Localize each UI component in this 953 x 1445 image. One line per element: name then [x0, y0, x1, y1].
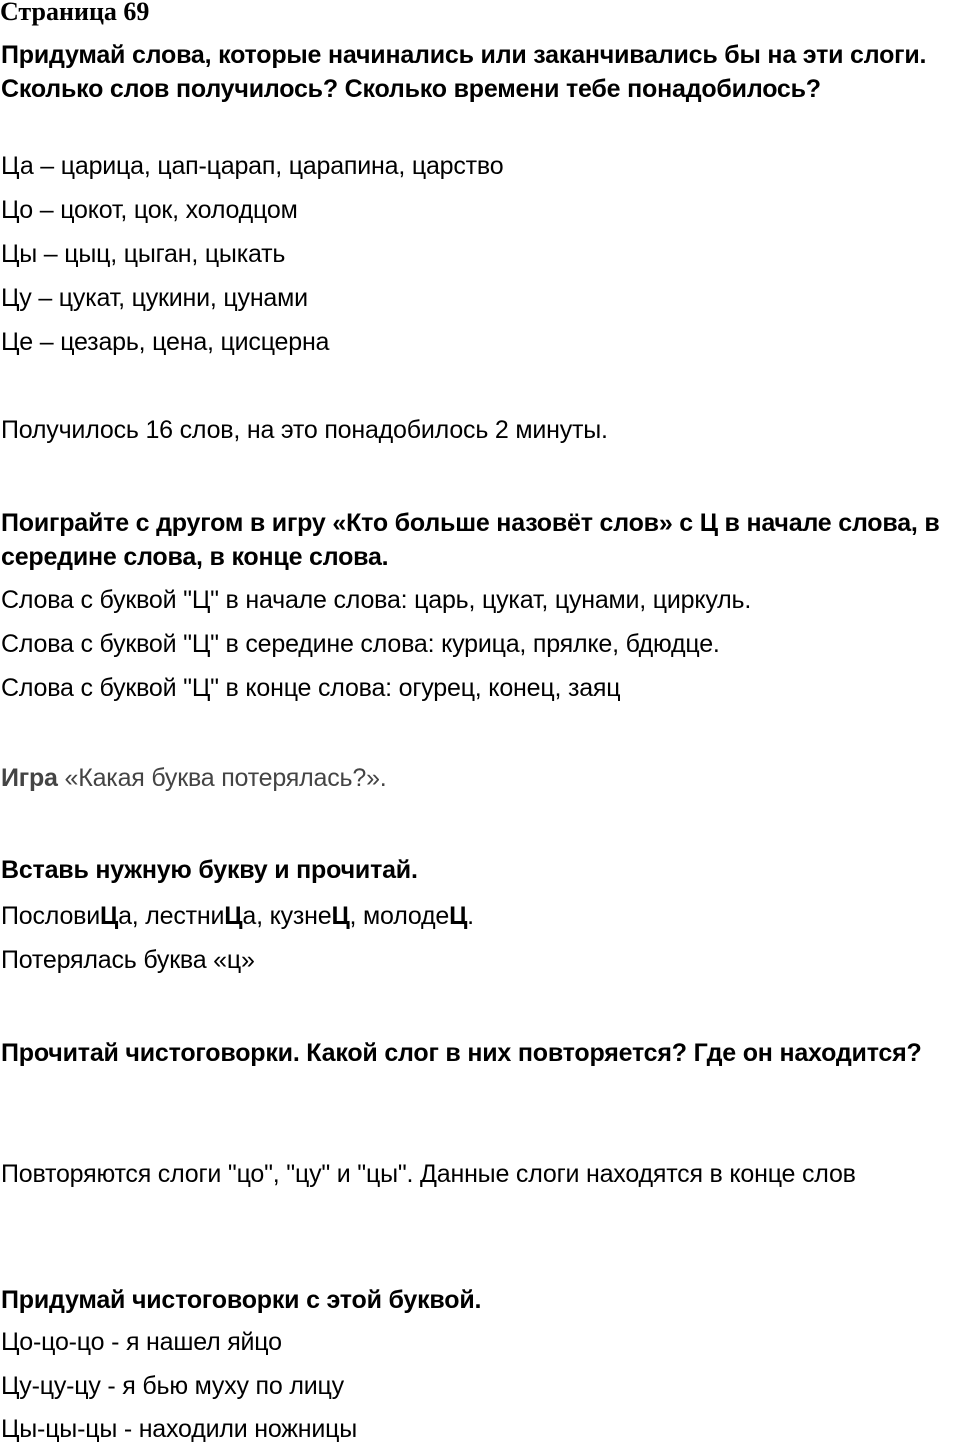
word-1-suffix: а	[118, 902, 132, 930]
separator: ,	[256, 902, 270, 930]
word-1-prefix: Послови	[1, 902, 100, 930]
word-3-prefix: кузне	[269, 902, 332, 930]
word-2-letter: Ц	[224, 902, 243, 930]
task5-question: Придумай чистоговорки с этой буквой.	[1, 1286, 482, 1314]
sentence-ending: .	[467, 902, 474, 930]
task1-line-1: Ца – царица, цап-царап, царапина, царство	[1, 152, 504, 180]
task1-line-5: Це – цезарь, цена, цисцерна	[1, 328, 330, 356]
task2-question: Поиграйте с другом в игру «Кто больше назовёт слов» с Ц в начале слова, в середине слова, в конце слова.	[1, 509, 940, 571]
game-label: Игра	[1, 764, 58, 792]
page-title: Страница 69	[0, 0, 150, 26]
separator: ,	[349, 902, 364, 930]
task1-result: Получилось 16 слов, на это понадобилось 2 минуты.	[1, 416, 608, 444]
game-name: «Какая буква потерялась?».	[64, 764, 387, 792]
task4-answer: Повторяются слоги "цо", "цу" и "цы". Данные слоги находятся в конце слов	[1, 1160, 856, 1188]
task2-line-2: Слова с буквой "Ц" в середине слова: курица, прялке, бдюдце.	[1, 630, 720, 658]
word-2-suffix: а	[242, 902, 257, 930]
word-4-prefix: молоде	[363, 902, 450, 930]
separator: ,	[131, 902, 146, 930]
task5-line-1: Цо-цо-цо - я нашел яйцо	[1, 1328, 282, 1356]
task1-line-4: Цу – цукат, цукини, цунами	[1, 284, 308, 312]
task3-answer: Потерялась буква «ц»	[1, 946, 255, 974]
task1-question: Придумай слова, которые начинались или заканчивались бы на эти слоги. Сколько слов получилось? Сколько времени тебе понадобилось?	[1, 41, 927, 103]
word-2-prefix: лестни	[145, 902, 225, 930]
task2-line-3: Слова с буквой "Ц" в конце слова: огурец, конец, заяц	[1, 674, 621, 702]
task3-words	[1, 900, 951, 932]
task1-line-3: Цы – цыц, цыган, цыкать	[1, 240, 286, 268]
task2-line-1: Слова с буквой "Ц" в начале слова: царь, цукат, цунами, циркуль.	[1, 586, 752, 614]
task5-line-2: Цу-цу-цу - я бью муху по лицу	[1, 1372, 344, 1400]
task3-question: Вставь нужную букву и прочитай.	[1, 856, 418, 884]
word-4-letter: Ц	[449, 902, 468, 930]
task5-line-3: Цы-цы-цы - находили ножницы	[1, 1415, 358, 1443]
word-3-letter: Ц	[331, 902, 350, 930]
game-line	[1, 762, 951, 794]
task1-line-2: Цо – цокот, цок, холодцом	[1, 196, 298, 224]
task4-question: Прочитай чистоговорки. Какой слог в них повторяется? Где он находится?	[1, 1039, 922, 1067]
word-1-letter: Ц	[100, 902, 119, 930]
